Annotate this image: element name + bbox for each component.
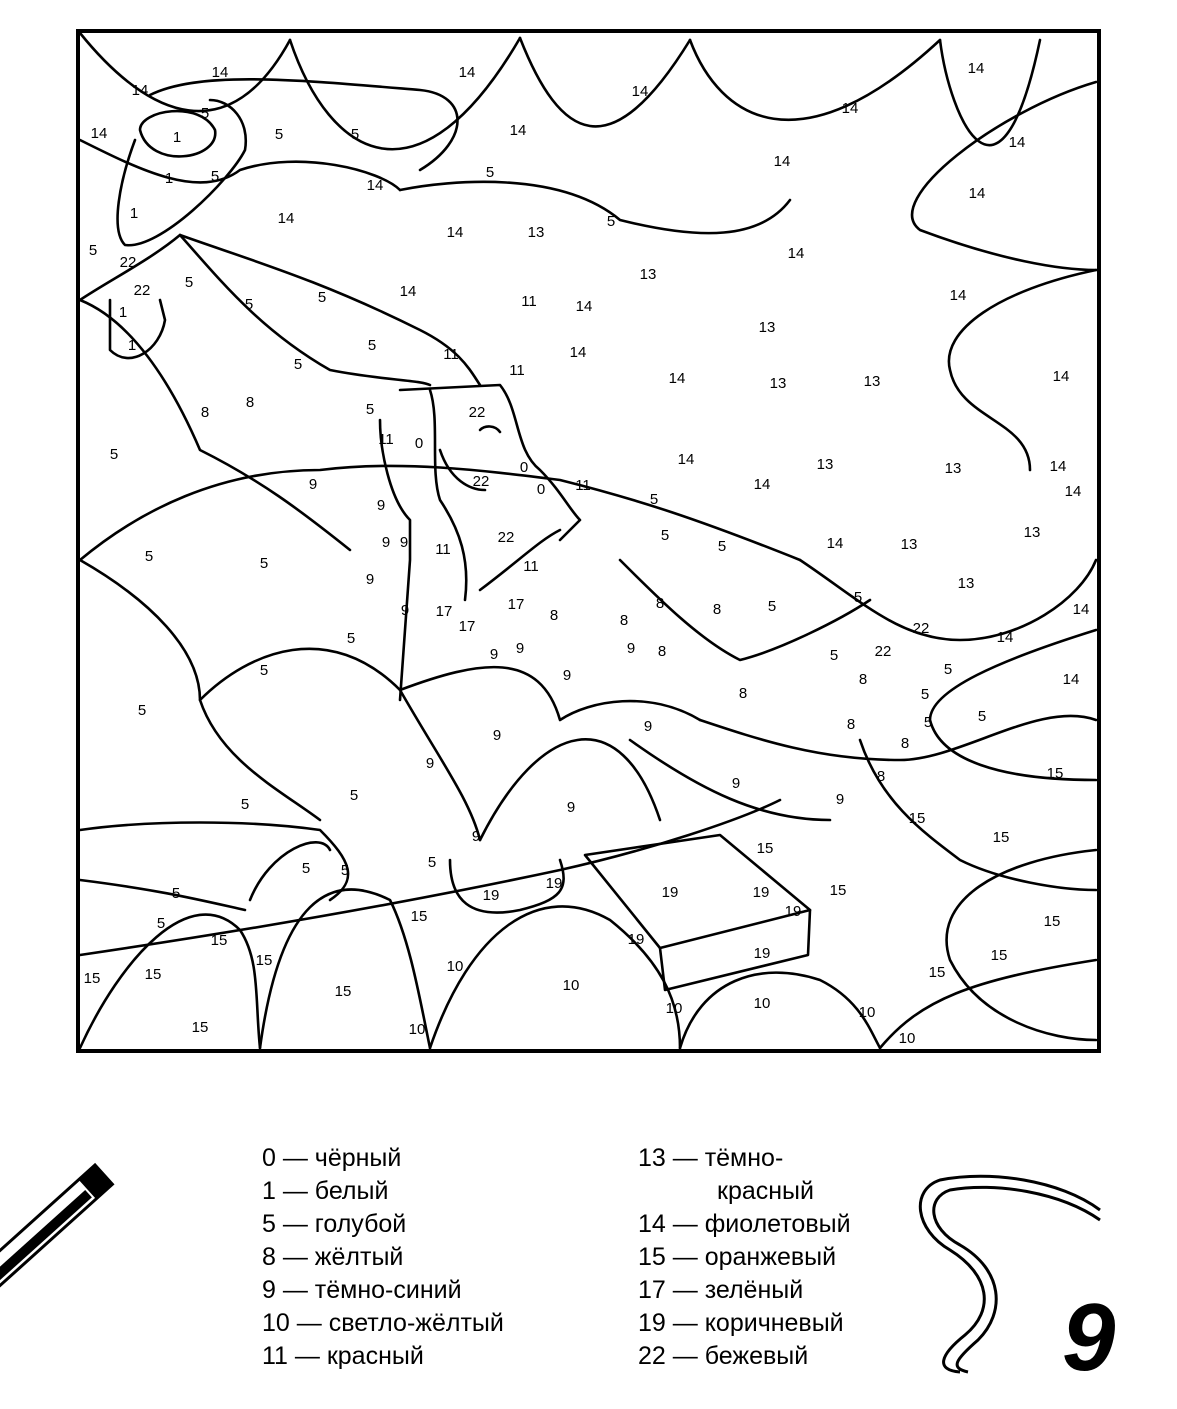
region-number: 14	[277, 210, 295, 227]
region-number: 14	[569, 344, 587, 361]
region-number: 14	[1062, 671, 1080, 688]
region-number: 14	[753, 476, 771, 493]
region-number: 15	[908, 810, 926, 827]
region-number: 8	[876, 768, 886, 785]
region-number: 22	[119, 254, 137, 271]
region-number: 8	[846, 716, 856, 733]
region-number: 19	[753, 945, 771, 962]
region-number: 9	[492, 727, 502, 744]
region-number: 1	[172, 129, 182, 146]
region-number: 14	[631, 83, 649, 100]
region-number: 14	[787, 245, 805, 262]
region-number: 14	[131, 82, 149, 99]
region-number: 5	[349, 787, 359, 804]
region-number: 15	[829, 882, 847, 899]
region-number: 5	[184, 274, 194, 291]
region-number: 15	[191, 1019, 209, 1036]
region-number: 10	[562, 977, 580, 994]
region-number: 14	[826, 535, 844, 552]
region-number: 13	[816, 456, 834, 473]
region-number: 5	[240, 796, 250, 813]
region-number: 22	[468, 404, 486, 421]
region-number: 15	[1043, 913, 1061, 930]
region-number: 5	[200, 105, 210, 122]
region-number: 15	[334, 983, 352, 1000]
region-number: 9	[376, 497, 386, 514]
region-number: 17	[435, 603, 453, 620]
region-number: 9	[643, 718, 653, 735]
region-number: 0	[536, 481, 546, 498]
region-number: 5	[606, 213, 616, 230]
region-number: 8	[655, 595, 665, 612]
region-number: 9	[731, 775, 741, 792]
region-number: 0	[414, 435, 424, 452]
region-number: 9	[562, 667, 572, 684]
region-number: 8	[549, 607, 559, 624]
region-number: 14	[458, 64, 476, 81]
region-number: 9	[566, 799, 576, 816]
region-number: 11	[443, 346, 459, 363]
region-number: 15	[144, 966, 162, 983]
legend-item: 9 — тёмно-синий	[262, 1276, 462, 1304]
region-number: 1	[118, 304, 128, 321]
legend-item: 5 — голубой	[262, 1210, 407, 1238]
legend-item: 22 — бежевый	[638, 1342, 809, 1370]
region-number: 13	[900, 536, 918, 553]
region-number: 9	[425, 755, 435, 772]
region-number: 14	[773, 153, 791, 170]
pencil-icon	[0, 1165, 112, 1332]
region-number: 5	[920, 686, 930, 703]
region-number: 14	[996, 629, 1014, 646]
region-number: 15	[928, 964, 946, 981]
region-number: 9	[835, 791, 845, 808]
region-number: 8	[858, 671, 868, 688]
region-number: 9	[400, 602, 410, 619]
region-number: 10	[665, 1000, 683, 1017]
region-number: 15	[210, 932, 228, 949]
region-number: 5	[144, 548, 154, 565]
region-number: 13	[957, 575, 975, 592]
region-number: 5	[317, 289, 327, 306]
region-number: 22	[472, 473, 490, 490]
region-number: 13	[758, 319, 776, 336]
region-number: 11	[521, 293, 537, 310]
region-number: 14	[1049, 458, 1067, 475]
region-number: 5	[853, 589, 863, 606]
region-number: 11	[575, 477, 591, 494]
region-number: 5	[274, 126, 284, 143]
legend-item: 19 — коричневый	[638, 1309, 844, 1337]
region-number: 5	[346, 630, 356, 647]
region-number: 13	[527, 224, 545, 241]
region-number: 8	[200, 404, 210, 421]
region-number: 15	[1046, 765, 1064, 782]
region-number: 9	[365, 571, 375, 588]
region-number: 13	[944, 460, 962, 477]
region-number: 9	[308, 476, 318, 493]
region-number: 9	[515, 640, 525, 657]
region-number: 15	[255, 952, 273, 969]
region-number: 13	[863, 373, 881, 390]
region-number: 13	[769, 375, 787, 392]
region-number: 14	[967, 60, 985, 77]
region-number: 9	[489, 646, 499, 663]
region-number: 10	[408, 1021, 426, 1038]
region-number: 9	[399, 534, 409, 551]
region-number: 10	[898, 1030, 916, 1047]
region-number: 15	[990, 947, 1008, 964]
region-number: 5	[259, 662, 269, 679]
region-number: 14	[677, 451, 695, 468]
region-number: 1	[164, 170, 174, 187]
region-number: 5	[301, 860, 311, 877]
region-number: 15	[410, 908, 428, 925]
region-number: 8	[900, 735, 910, 752]
region-number: 5	[367, 337, 377, 354]
region-number: 5	[171, 885, 181, 902]
legend-item: 14 — фиолетовый	[638, 1210, 851, 1238]
region-number: 14	[399, 283, 417, 300]
picture-frame	[78, 31, 1099, 1051]
region-number: 8	[619, 612, 629, 629]
region-number: 5	[340, 862, 350, 879]
region-number: 13	[639, 266, 657, 283]
region-number: 5	[485, 164, 495, 181]
region-number: 14	[1052, 368, 1070, 385]
region-number: 5	[829, 647, 839, 664]
region-number: 9	[471, 828, 481, 845]
region-number: 22	[133, 282, 151, 299]
legend-item: 13 — тёмно-	[638, 1144, 784, 1172]
region-number: 19	[627, 931, 645, 948]
region-number: 5	[923, 714, 933, 731]
region-number: 5	[649, 491, 659, 508]
region-number: 11	[435, 541, 451, 558]
region-number: 1	[127, 337, 137, 354]
legend-item: 8 — жёлтый	[262, 1243, 404, 1271]
region-number: 0	[519, 459, 529, 476]
region-number: 15	[83, 970, 101, 987]
region-number: 5	[660, 527, 670, 544]
region-number: 9	[626, 640, 636, 657]
legend-item: 0 — чёрный	[262, 1144, 402, 1172]
region-number: 5	[350, 126, 360, 143]
region-number: 1	[129, 205, 139, 222]
region-number: 10	[446, 958, 464, 975]
legend-column-2	[638, 1142, 851, 1373]
region-number: 5	[137, 702, 147, 719]
region-number: 17	[507, 596, 525, 613]
region-number: 14	[575, 298, 593, 315]
region-number: 14	[841, 100, 859, 117]
region-number: 22	[912, 620, 930, 637]
region-number: 14	[949, 287, 967, 304]
region-number: 22	[874, 643, 892, 660]
region-number: 15	[756, 840, 774, 857]
legend-column-1	[262, 1142, 504, 1373]
region-number: 9	[381, 534, 391, 551]
region-number: 14	[211, 64, 229, 81]
region-number: 11	[523, 558, 539, 575]
region-number: 19	[784, 903, 802, 920]
region-number: 22	[497, 529, 515, 546]
region-number: 14	[509, 122, 527, 139]
region-number: 19	[545, 875, 563, 892]
region-number: 8	[712, 601, 722, 618]
region-number: 14	[1008, 134, 1026, 151]
region-number: 5	[427, 854, 437, 871]
legend-item: 17 — зелёный	[638, 1276, 804, 1304]
outline-lines	[80, 33, 1096, 1048]
region-number: 19	[661, 884, 679, 901]
region-number: 5	[293, 356, 303, 373]
region-number: 11	[378, 431, 394, 448]
region-number: 14	[1072, 601, 1090, 618]
legend-item: 11 — красный	[262, 1342, 424, 1370]
region-number: 5	[767, 598, 777, 615]
region-number: 19	[482, 887, 500, 904]
region-number: 13	[1023, 524, 1041, 541]
region-number: 5	[717, 538, 727, 555]
legend-item: 10 — светло-жёлтый	[262, 1309, 504, 1337]
region-number: 8	[738, 685, 748, 702]
region-number: 14	[90, 125, 108, 142]
region-number: 11	[509, 362, 525, 379]
region-number: 14	[366, 177, 384, 194]
region-number: 8	[657, 643, 667, 660]
region-number: 5	[259, 555, 269, 572]
region-number: 14	[446, 224, 464, 241]
region-number: 15	[992, 829, 1010, 846]
region-number: 5	[977, 708, 987, 725]
region-number: 19	[752, 884, 770, 901]
region-number: 14	[668, 370, 686, 387]
region-number: 17	[458, 618, 476, 635]
region-number: 5	[109, 446, 119, 463]
region-number: 5	[88, 242, 98, 259]
region-number: 8	[245, 394, 255, 411]
region-number: 5	[156, 915, 166, 932]
legend-item: 1 — белый	[262, 1177, 389, 1205]
region-number: 5	[365, 401, 375, 418]
region-number: 10	[858, 1004, 876, 1021]
region-number: 5	[244, 296, 254, 313]
region-number: 14	[968, 185, 986, 202]
region-numbers	[84, 60, 1090, 1047]
region-number: 5	[943, 661, 953, 678]
region-number: 10	[753, 995, 771, 1012]
legend-item-continuation: красный	[717, 1177, 814, 1205]
region-number: 5	[210, 168, 220, 185]
page-number: 9	[1062, 1284, 1116, 1391]
region-number: 14	[1064, 483, 1082, 500]
legend-item: 15 — оранжевый	[638, 1243, 837, 1271]
